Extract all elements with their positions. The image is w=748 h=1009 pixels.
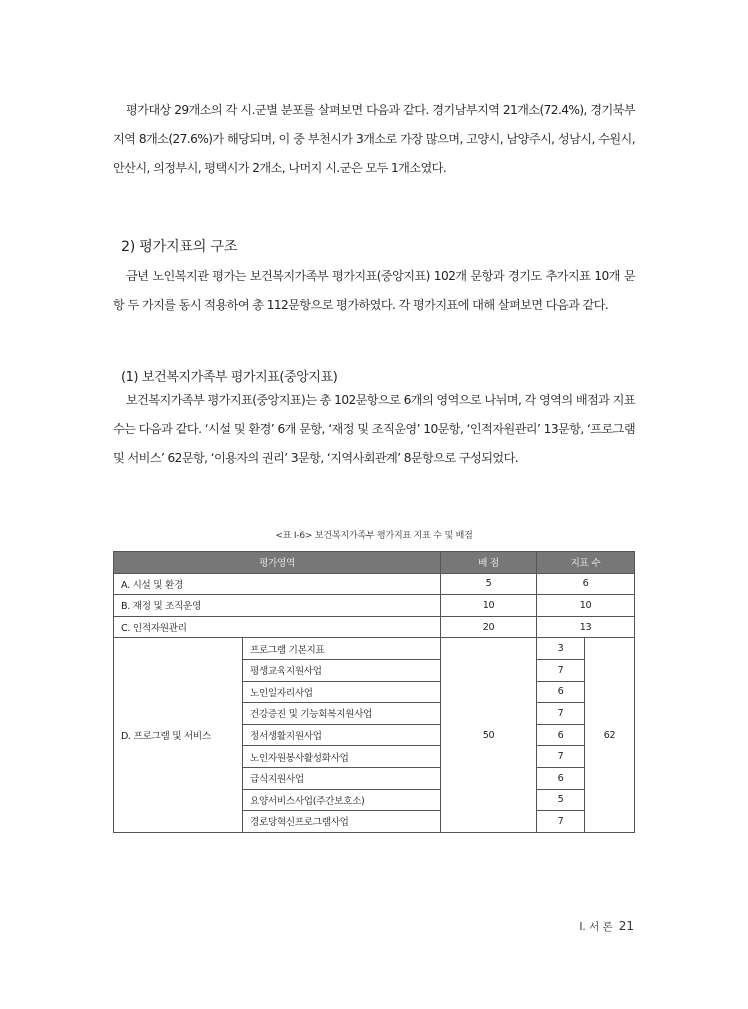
program-item-count: 7 bbox=[537, 746, 585, 768]
program-item-name: 경로당혁신프로그램사업 bbox=[243, 811, 441, 833]
program-total: 62 bbox=[585, 638, 635, 832]
section-heading: 2) 평가지표의 구조 bbox=[121, 239, 238, 255]
program-item-count: 7 bbox=[537, 659, 585, 681]
row-score: 20 bbox=[441, 616, 537, 638]
program-item-count: 7 bbox=[537, 703, 585, 725]
table-row bbox=[114, 573, 635, 595]
program-item-name: 노인일자리사업 bbox=[243, 681, 441, 703]
program-item-name: 건강증진 및 기능회복지원사업 bbox=[243, 703, 441, 725]
row-count: 6 bbox=[537, 573, 635, 595]
footer-section: Ⅰ. 서 론 bbox=[579, 921, 613, 933]
program-item-count: 5 bbox=[537, 789, 585, 811]
row-score: 5 bbox=[441, 573, 537, 595]
section-paragraph: 금년 노인복지관 평가는 보건복지가족부 평가지표(중앙지표) 102개 문항과 경기도 추가지표 10개 문항 두 가지를 동시 적용하여 총 112문항으로 평가하였다. 각 평가지표에 대해 살펴보면 다음과 같다. bbox=[113, 269, 635, 312]
intro-paragraph: 평가대상 29개소의 각 시․군별 분포를 살펴보면 다음과 같다. 경기남부지역 21개소(72.4%), 경기북부지역 8개소(27.6%)가 해당되며, 이 중 부천시가 3개소로 가장 많으며, 고양시, 남양주시, 성남시, 수원시, 안산시, 의정부시, 평택시가 2개소, 나머지 시․군은 모두 1개소였다. bbox=[113, 103, 635, 175]
table-row bbox=[114, 595, 635, 617]
program-area: D. 프로그램 및 서비스 bbox=[114, 638, 243, 832]
row-score: 10 bbox=[441, 595, 537, 617]
page-footer bbox=[579, 919, 634, 934]
header-count: 지표 수 bbox=[537, 552, 635, 574]
row-area: B. 재정 및 조직운영 bbox=[114, 595, 441, 617]
program-item-count: 7 bbox=[537, 811, 585, 833]
header-area: 평가영역 bbox=[114, 552, 441, 574]
header-score: 배 점 bbox=[441, 552, 537, 574]
page-number: 21 bbox=[618, 919, 634, 933]
row-count: 13 bbox=[537, 616, 635, 638]
program-item-count: 3 bbox=[537, 638, 585, 660]
row-area: C. 인적자원관리 bbox=[114, 616, 441, 638]
program-item-count: 6 bbox=[537, 724, 585, 746]
program-item-name: 프로그램 기본지표 bbox=[243, 638, 441, 660]
section-block bbox=[113, 262, 635, 320]
program-score: 50 bbox=[441, 638, 537, 832]
program-item-name: 요양서비스사업(주간보호소) bbox=[243, 789, 441, 811]
table-caption: <표 Ⅰ-6> 보건복지가족부 평가지표 지표 수 및 배점 bbox=[275, 531, 473, 541]
row-count: 10 bbox=[537, 595, 635, 617]
intro-block bbox=[113, 96, 635, 183]
subsection-paragraph: 보건복지가족부 평가지표(중앙지표)는 총 102문항으로 6개의 영역으로 나뉘며, 각 영역의 배점과 지표 수는 다음과 같다. ‘시설 및 환경’ 6개 문항, ‘재정 및 조직운영’ 10문항, ‘인적자원관리’ 13문항, ‘프로그램 및 서비스’ 62문항, ‘이용자의 권리’ 3문항, ‘지역사회관계’ 8문항으로 구성되었다. bbox=[113, 393, 635, 465]
subsection-block bbox=[113, 386, 635, 473]
program-item-name: 노인자원봉사활성화사업 bbox=[243, 746, 441, 768]
subsection-heading: (1) 보건복지가족부 평가지표(중앙지표) bbox=[121, 370, 338, 385]
program-item-name: 정서생활지원사업 bbox=[243, 724, 441, 746]
score-table bbox=[113, 551, 635, 833]
program-item-count: 6 bbox=[537, 767, 585, 789]
program-item-name: 평생교육지원사업 bbox=[243, 659, 441, 681]
program-item-name: 급식지원사업 bbox=[243, 767, 441, 789]
table-header-row bbox=[114, 552, 635, 574]
row-area: A. 시설 및 환경 bbox=[114, 573, 441, 595]
table-row bbox=[114, 616, 635, 638]
table-row bbox=[114, 638, 635, 660]
program-item-count: 6 bbox=[537, 681, 585, 703]
